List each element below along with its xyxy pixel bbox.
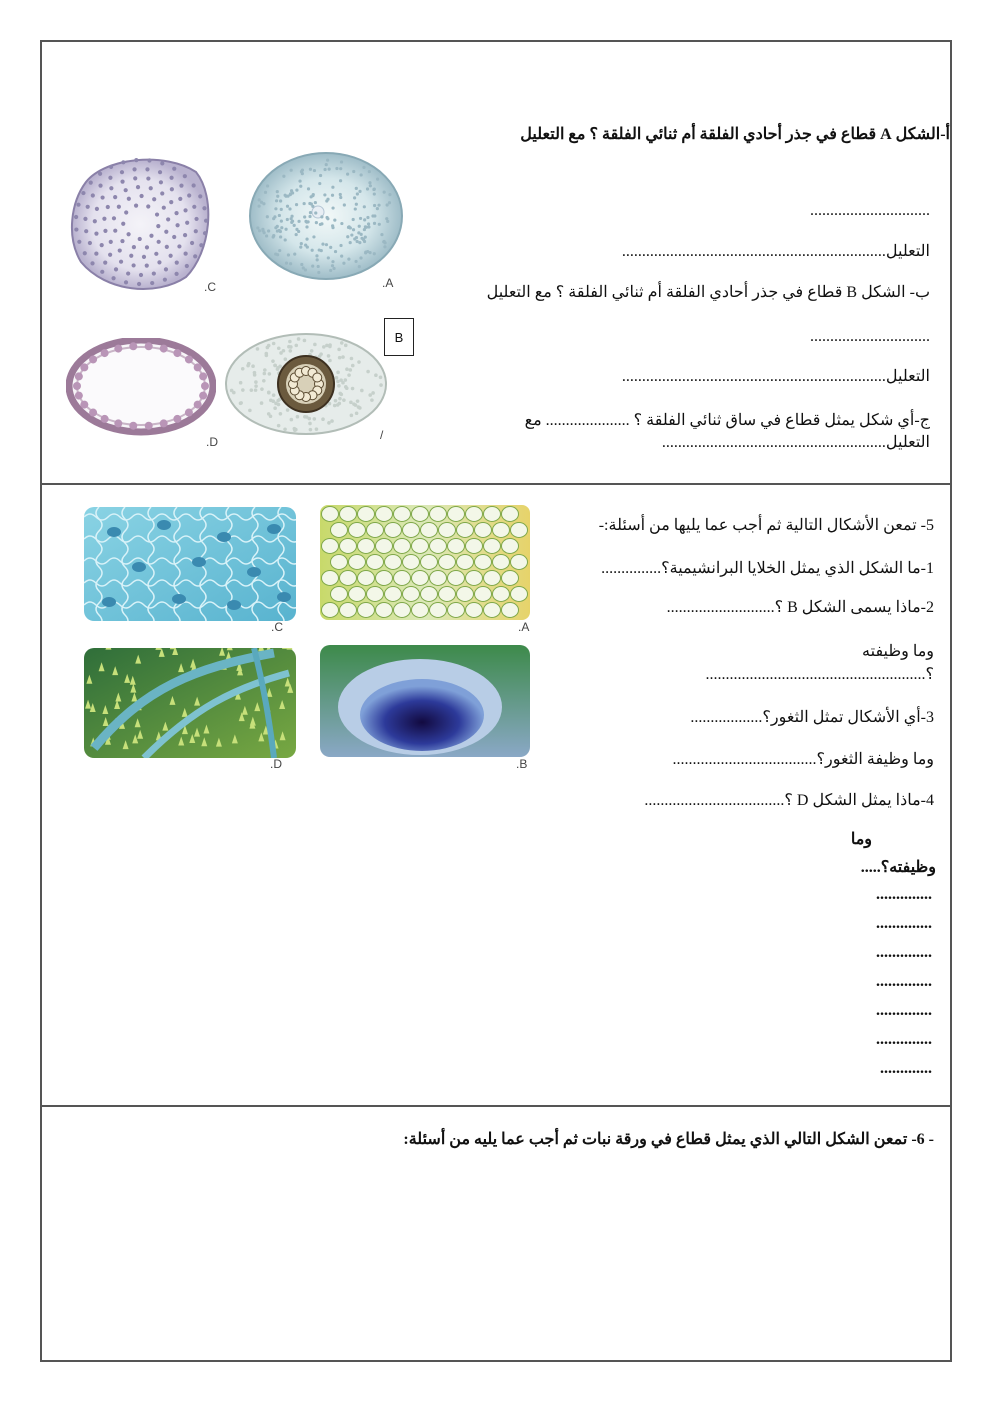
- figure-b-box-label: B: [384, 318, 414, 356]
- figure-b-root-section: [224, 332, 389, 440]
- answer-dot-line[interactable]: ..............: [876, 1002, 932, 1019]
- q5-q2-func: وما وظيفته: [862, 643, 934, 660]
- q4-c-reason-line[interactable]: التعليل........................................................: [661, 434, 930, 451]
- q4-a-answer-line[interactable]: ..............................: [810, 202, 930, 219]
- q5-intro: 5- تمعن الأشكال التالية ثم أجب عما يليها من أسئلة:-: [598, 517, 934, 534]
- image-d-leaf-hairs: [84, 648, 296, 758]
- q4-a-question: أ-الشكل A قطاع في جذر أحادي الفلقة أم ثنائي الفلقة ؟ مع التعليل: [520, 126, 950, 143]
- image-a-parenchyma: [320, 505, 530, 620]
- q6-title: - 6- تمعن الشكل التالي الذي يمثل قطاع في ورقة نبات ثم أجب عما يليه من أسئلة:: [403, 1131, 934, 1148]
- q5-q3-func[interactable]: وما وظيفة الثغور؟....................................: [672, 751, 934, 768]
- q5-q4-func-1: وما: [850, 831, 872, 848]
- figure-d-stem-section: [66, 338, 216, 438]
- image-c-label: .C: [271, 620, 283, 634]
- q5-q1[interactable]: 1-ما الشكل الذي يمثل الخلايا البرانشيمية؟...............: [601, 560, 934, 577]
- q4-c-question: ج-أي شكل يمثل قطاع في ساق ثنائي الفلقة ؟ ..................... مع: [524, 412, 930, 429]
- q4-b-question: ب- الشكل B قطاع في جذر أحادي الفلقة أم ثنائي الفلقة ؟ مع التعليل: [486, 284, 930, 301]
- figure-d-label: .D: [206, 435, 218, 449]
- figure-a-root-section: [248, 150, 408, 285]
- q4-a-reason-line[interactable]: التعليل..................................................................: [621, 243, 930, 260]
- image-b-label: .B: [516, 757, 528, 771]
- section-divider-2: [40, 1105, 952, 1107]
- figure-a-label: .A: [382, 276, 394, 290]
- q5-q4-func-2: وظيفته؟.....: [860, 859, 936, 876]
- figure-c-stem-section: [66, 152, 216, 292]
- figure-c-label: .C: [204, 280, 216, 294]
- answer-dot-line[interactable]: ..............: [876, 973, 932, 990]
- answer-dot-line[interactable]: ..............: [876, 944, 932, 961]
- q5-q3[interactable]: 3-أي الأشكال تمثل الثغور؟..................: [690, 709, 934, 726]
- section-divider-1: [40, 483, 952, 485]
- q4-b-answer-line[interactable]: ..............................: [810, 328, 930, 345]
- q4-b-reason-line[interactable]: التعليل..................................................................: [621, 368, 930, 385]
- answer-dot-line[interactable]: ..............: [876, 915, 932, 932]
- figure-b-label: /: [380, 428, 384, 442]
- answer-dot-line[interactable]: .............: [880, 1060, 932, 1077]
- answer-dot-line[interactable]: ..............: [876, 886, 932, 903]
- image-a-label: .A: [518, 620, 530, 634]
- image-c-epidermis: [84, 507, 296, 621]
- image-b-stoma: [320, 645, 530, 757]
- image-d-label: .D: [270, 757, 282, 771]
- q5-q2-func-line[interactable]: ؟.......................................................: [705, 666, 934, 683]
- q5-q4[interactable]: 4-ماذا يمثل الشكل D ؟...................................: [644, 792, 934, 809]
- q5-q2[interactable]: 2-ماذا يسمى الشكل B ؟...........................: [666, 599, 934, 616]
- answer-dot-line[interactable]: ..............: [876, 1031, 932, 1048]
- q5-answer-lines[interactable]: [812, 886, 932, 1089]
